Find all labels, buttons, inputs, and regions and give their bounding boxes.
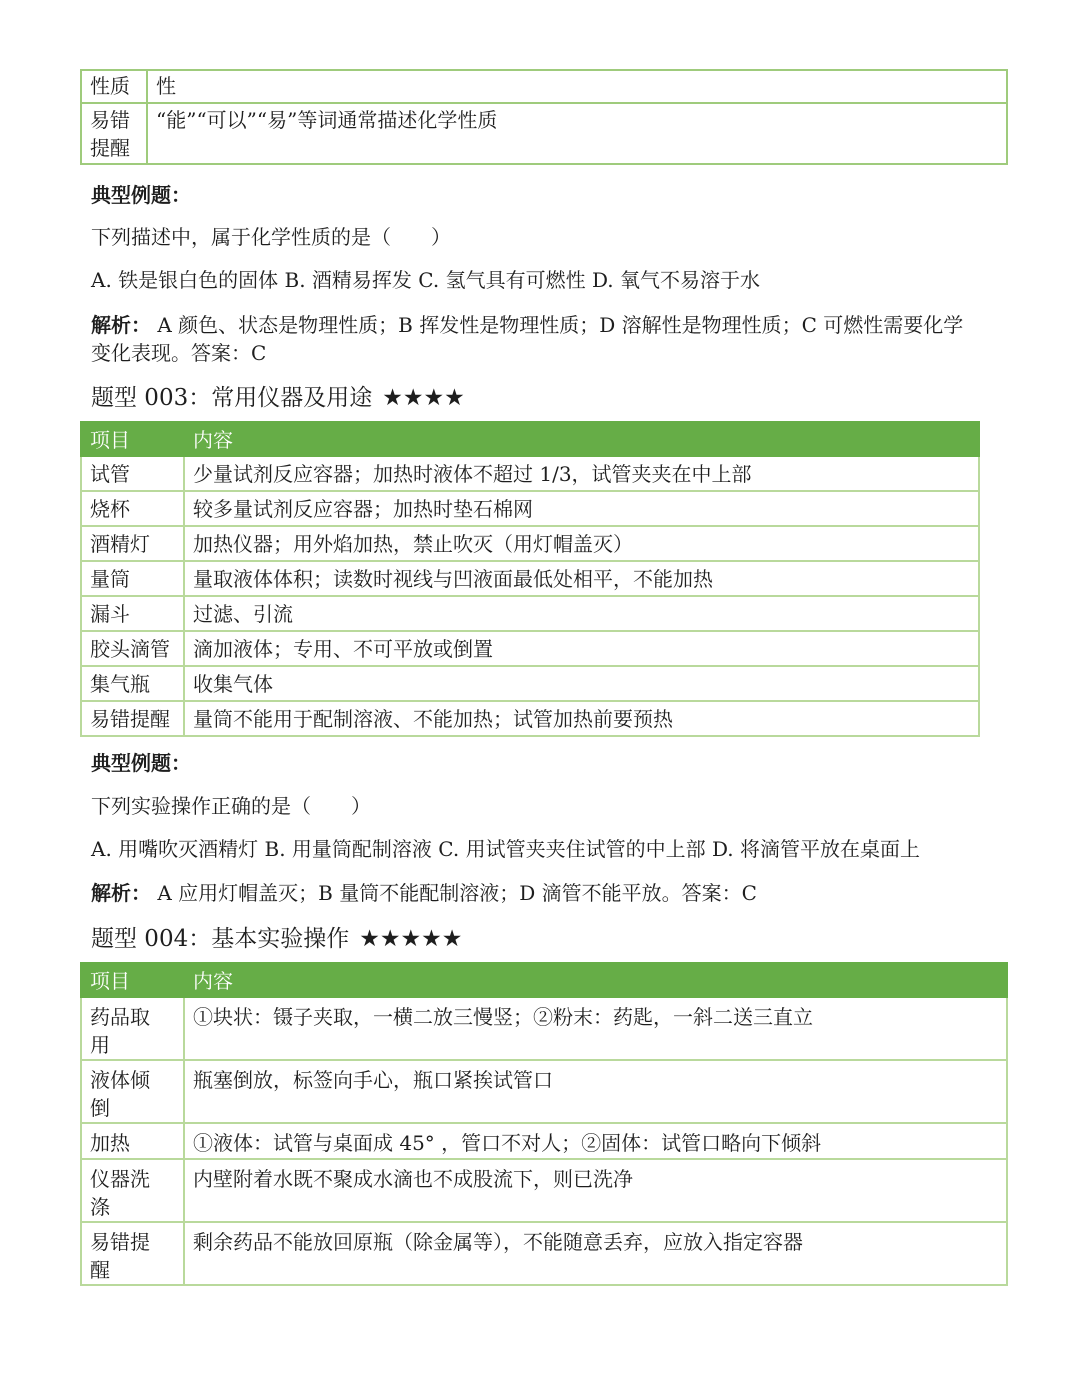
table-row <box>81 526 979 561</box>
section-title <box>91 924 462 954</box>
header-content: 内容 <box>184 422 979 456</box>
row-content: 较多量试剂反应容器；加热时垫石棉网 <box>184 491 979 526</box>
row-label: 仪器洗 涤 <box>81 1159 184 1222</box>
header-content: 内容 <box>184 963 1007 997</box>
example-heading: 典型例题： <box>91 751 191 775</box>
row-content: 少量试剂反应容器；加热时液体不超过 1/3，试管夹夹在中上部 <box>184 456 979 491</box>
table-row <box>81 701 979 736</box>
instrument-table <box>80 421 980 737</box>
star-rating: ★★★★ <box>382 385 465 411</box>
table-row <box>81 596 979 631</box>
row-label: 药品取 用 <box>81 997 184 1060</box>
table-row <box>81 561 979 596</box>
example-options: A. 铁是银白色的固体 B. 酒精易挥发 C. 氢气具有可燃性 D. 氧气不易溶于水 <box>91 268 760 292</box>
property-table <box>80 69 1008 165</box>
analysis-text: A 颜色、状态是物理性质；B 挥发性是物理性质；D 溶解性是物理性质；C 可燃性需要化学 <box>151 313 964 337</box>
row-content: “能”“可以”“易”等词通常描述化学性质 <box>147 103 1007 164</box>
row-label: 易错提醒 <box>81 701 184 736</box>
example-analysis <box>91 879 757 907</box>
analysis-text: A 应用灯帽盖灭；B 量筒不能配制溶液；D 滴管不能平放。答案：C <box>151 881 757 905</box>
row-label: 胶头滴管 <box>81 631 184 666</box>
section-title-text: 题型 003：常用仪器及用途 <box>91 385 373 411</box>
table-header-row <box>81 963 1007 997</box>
analysis-label: 解析： <box>91 313 151 337</box>
example-question: 下列实验操作正确的是（ ） <box>91 794 371 818</box>
row-content: 内壁附着水既不聚成水滴也不成股流下，则已洗净 <box>184 1159 1007 1222</box>
row-label: 易错提 醒 <box>81 1222 184 1285</box>
row-label: 加热 <box>81 1123 184 1159</box>
row-label: 烧杯 <box>81 491 184 526</box>
row-content: 量筒不能用于配制溶液、不能加热；试管加热前要预热 <box>184 701 979 736</box>
row-content: ①块状：镊子夹取，一横二放三慢竖；②粉末：药匙，一斜二送三直立 <box>184 997 1007 1060</box>
header-item: 项目 <box>81 422 184 456</box>
section-title <box>91 383 465 413</box>
table-row <box>81 666 979 701</box>
table-row <box>81 456 979 491</box>
row-content: ①液体：试管与桌面成 45° ，管口不对人；②固体：试管口略向下倾斜 <box>184 1123 1007 1159</box>
row-content: 滴加液体；专用、不可平放或倒置 <box>184 631 979 666</box>
table-row <box>81 631 979 666</box>
table-row <box>81 1123 1007 1159</box>
row-label: 性质 <box>81 70 147 103</box>
row-content: 瓶塞倒放，标签向手心，瓶口紧挨试管口 <box>184 1060 1007 1123</box>
table-row <box>81 1060 1007 1123</box>
example-question: 下列描述中，属于化学性质的是（ ） <box>91 225 451 249</box>
table-row <box>81 1222 1007 1285</box>
section-title-text: 题型 004：基本实验操作 <box>91 926 350 952</box>
row-content: 过滤、引流 <box>184 596 979 631</box>
row-label: 液体倾 倒 <box>81 1060 184 1123</box>
row-content: 剩余药品不能放回原瓶（除金属等），不能随意丢弃，应放入指定容器 <box>184 1222 1007 1285</box>
example-analysis <box>91 311 963 339</box>
analysis-label: 解析： <box>91 881 151 905</box>
row-content: 量取液体体积；读数时视线与凹液面最低处相平，不能加热 <box>184 561 979 596</box>
example-options: A. 用嘴吹灭酒精灯 B. 用量筒配制溶液 C. 用试管夹夹住试管的中上部 D. 将滴管平放在桌面上 <box>91 837 920 861</box>
table-row <box>81 1159 1007 1222</box>
table-row <box>81 491 979 526</box>
header-item: 项目 <box>81 963 184 997</box>
row-content: 加热仪器；用外焰加热，禁止吹灭（用灯帽盖灭） <box>184 526 979 561</box>
table-row <box>81 70 1007 103</box>
analysis-continuation: 变化表现。答案：C <box>91 341 267 365</box>
row-content: 性 <box>147 70 1007 103</box>
row-label: 集气瓶 <box>81 666 184 701</box>
row-label: 易错 提醒 <box>81 103 147 164</box>
table-row <box>81 103 1007 164</box>
table-header-row <box>81 422 979 456</box>
row-label: 量筒 <box>81 561 184 596</box>
operation-table <box>80 962 1008 1286</box>
row-label: 酒精灯 <box>81 526 184 561</box>
star-rating: ★★★★★ <box>359 926 463 952</box>
row-label: 漏斗 <box>81 596 184 631</box>
row-label: 试管 <box>81 456 184 491</box>
table-row <box>81 997 1007 1060</box>
example-heading: 典型例题： <box>91 183 191 207</box>
row-content: 收集气体 <box>184 666 979 701</box>
